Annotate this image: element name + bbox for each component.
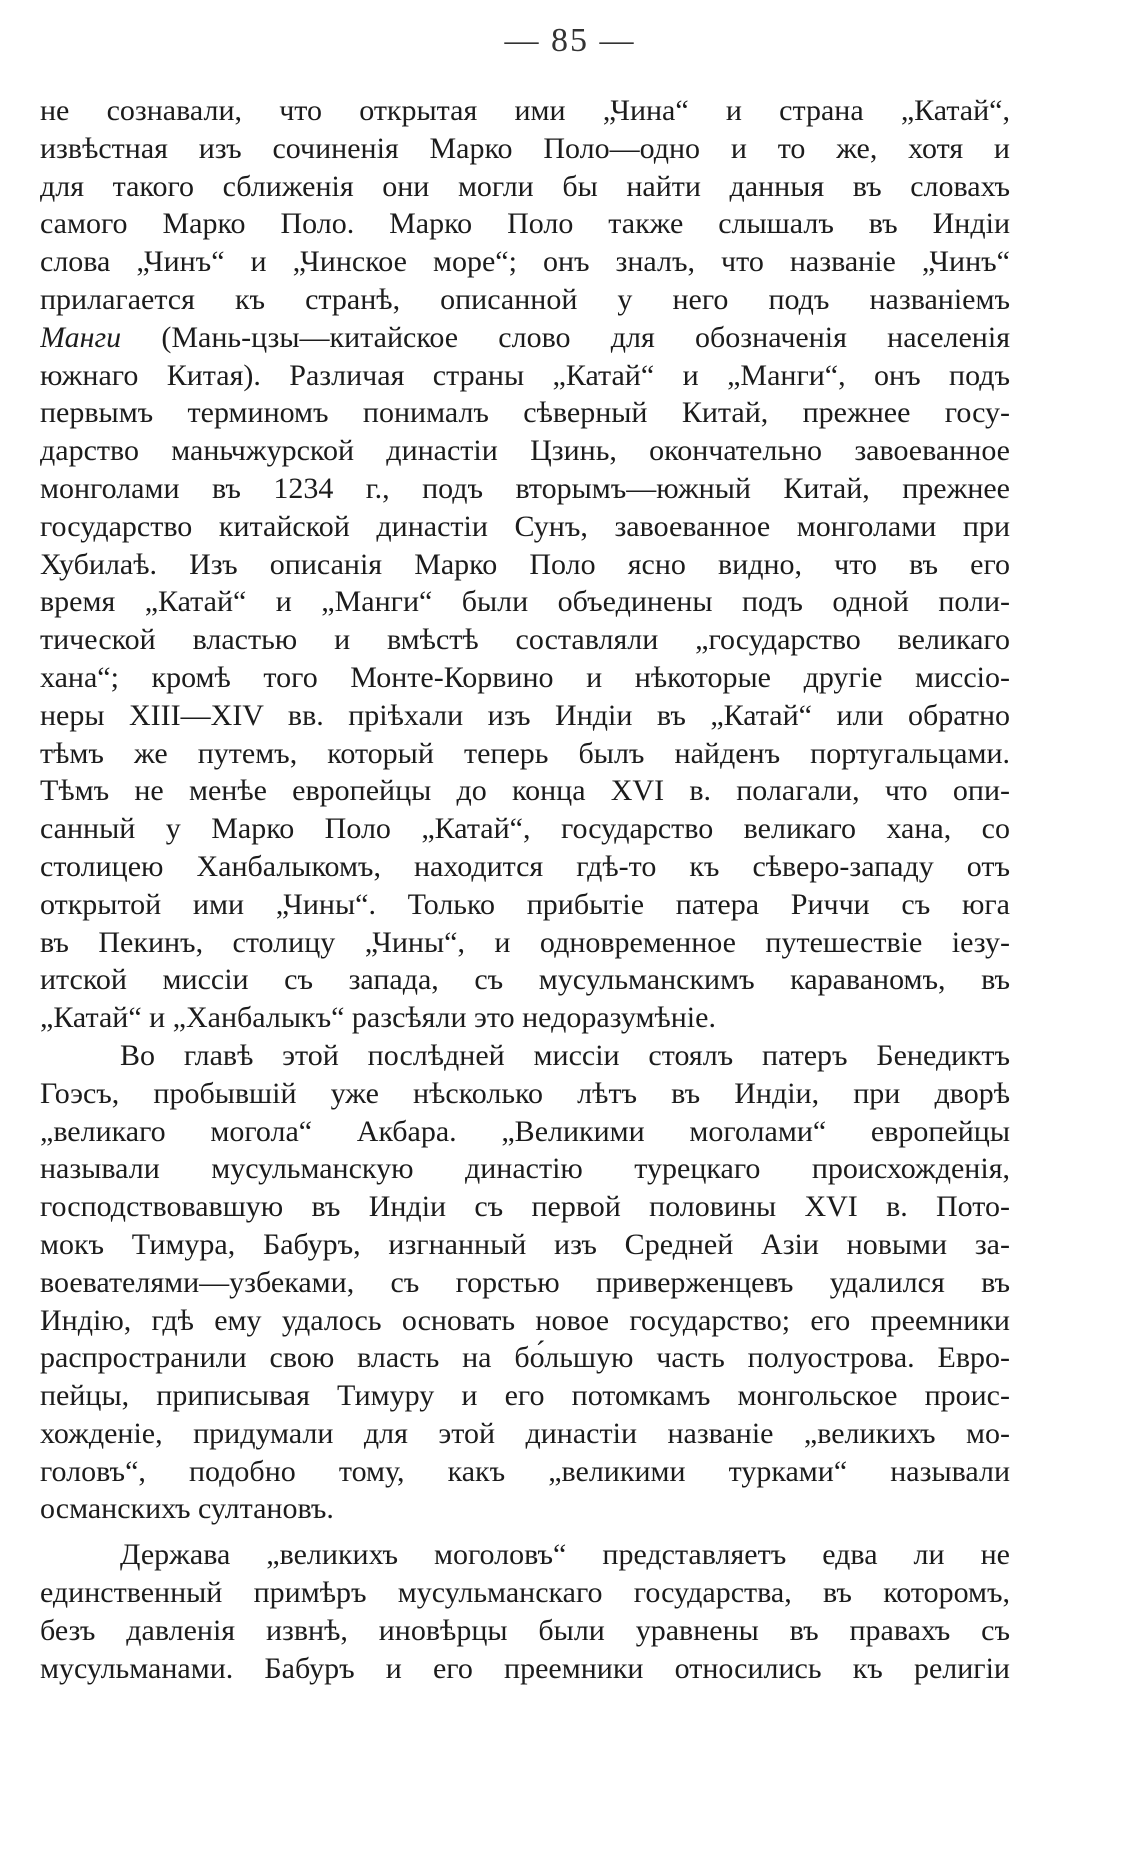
text-line: мусульманами. Бабуръ и его преемники относились къ религіи bbox=[40, 1651, 1010, 1685]
text-line: Хубилаѣ. Изъ описанія Марко Поло ясно видно, что въ его bbox=[40, 547, 1010, 581]
text-line: тѣмъ же путемъ, который теперь былъ найденъ португальцами. bbox=[40, 736, 1010, 770]
text-line: дарство маньчжурской династіи Цзинь, окончательно завоеванное bbox=[40, 434, 1010, 468]
text-line: для такого сближенія они могли бы найти данныя въ словахъ bbox=[40, 169, 1010, 203]
text-line: тической властью и вмѣстѣ составляли „государство великаго bbox=[40, 623, 1010, 657]
text-line: „Катай“ и „Ханбалыкъ“ разсѣяли это недоразумѣніе. bbox=[40, 1001, 716, 1035]
text-line: господствовавшую въ Индіи съ первой половины XVI в. Пото- bbox=[40, 1190, 1010, 1224]
text-line: самого Марко Поло. Марко Поло также слышалъ въ Индіи bbox=[40, 207, 1010, 241]
text-line: „великаго могола“ Акбара. „Великими моголами“ европейцы bbox=[40, 1114, 1010, 1148]
text-line: Во главѣ этой послѣдней миссіи стоялъ патеръ Бенедиктъ bbox=[120, 1038, 1010, 1072]
text-line: Держава „великихъ моголовъ“ представляетъ едва ли не bbox=[120, 1538, 1010, 1572]
text-line: государство китайской династіи Сунъ, завоеванное монголами при bbox=[40, 509, 1010, 543]
text-line: извѣстная изъ сочиненія Марко Поло—одно и то же, хотя и bbox=[40, 131, 1010, 165]
text-line: итской миссіи съ запада, съ мусульманскимъ караваномъ, въ bbox=[40, 963, 1010, 997]
text-line: пейцы, приписывая Тимуру и его потомкамъ монгольское проис- bbox=[40, 1379, 1010, 1413]
text-line: безъ давленія извнѣ, иновѣрцы были уравнены въ правахъ съ bbox=[40, 1613, 1010, 1647]
text-line: воевателями—узбеками, съ горстью приверженцевъ удалился въ bbox=[40, 1265, 1010, 1299]
text-line: хожденіе, придумали для этой династіи названіе „великихъ мо- bbox=[40, 1416, 1010, 1450]
text-line: прилагается къ странѣ, описанной у него подъ названіемъ bbox=[40, 282, 1010, 316]
text-line: османскихъ султановъ. bbox=[40, 1492, 334, 1526]
text-line: столицею Ханбалыкомъ, находится гдѣ-то къ сѣверо-западу отъ bbox=[40, 849, 1010, 883]
text-line: Индію, гдѣ ему удалось основать новое государство; его преемники bbox=[40, 1303, 1010, 1337]
text-line: въ Пекинъ, столицу „Чины“, и одновременное путешествіе іезу- bbox=[40, 925, 1010, 959]
italic-term: Манги bbox=[40, 320, 122, 354]
text-line: южнаго Китая). Различая страны „Катай“ и „Манги“, онъ подъ bbox=[40, 358, 1010, 392]
text-line: распространили свою власть на бо́льшую часть полуострова. Евро- bbox=[40, 1341, 1010, 1375]
body-text bbox=[40, 92, 1010, 1687]
page-number: — 85 — bbox=[504, 22, 636, 59]
text-line: монголами въ 1234 г., подъ вторымъ—южный Китай, прежнее bbox=[40, 471, 1010, 505]
text-line: первымъ терминомъ понималъ сѣверный Китай, прежнее госу- bbox=[40, 396, 1010, 430]
text-line: головъ“, подобно тому, какъ „великими турками“ называли bbox=[40, 1454, 1010, 1488]
text-line: называли мусульманскую династію турецкаго происхожденія, bbox=[40, 1152, 1010, 1186]
text-line: Тѣмъ не менѣе европейцы до конца XVI в. полагали, что опи- bbox=[40, 774, 1010, 808]
text-line: слова „Чинъ“ и „Чинское море“; онъ зналъ, что названіе „Чинъ“ bbox=[40, 245, 1010, 279]
text-line: время „Катай“ и „Манги“ были объединены подъ одной поли- bbox=[40, 585, 1010, 619]
text-line: открытой ими „Чины“. Только прибытіе патера Риччи съ юга bbox=[40, 887, 1010, 921]
text-line: единственный примѣръ мусульманскаго государства, въ которомъ, bbox=[40, 1576, 1010, 1610]
text-line: хана“; кромѣ того Монте-Корвино и нѣкоторые другіе миссіо- bbox=[40, 660, 1010, 694]
text-line: санный у Марко Поло „Катай“, государство великаго хана, со bbox=[40, 812, 1010, 846]
text-line: не сознавали, что открытая ими „Чина“ и страна „Катай“, bbox=[40, 94, 1010, 127]
text-line: Гоэсъ, пробывшій уже нѣсколько лѣтъ въ Индіи, при дворѣ bbox=[40, 1076, 1010, 1110]
text-line: неры XIII—XIV вв. пріѣхали изъ Индіи въ „Катай“ или обратно bbox=[40, 698, 1010, 732]
text-line: мокъ Тимура, Бабуръ, изгнанный изъ Средней Азіи новыми за- bbox=[40, 1227, 1010, 1261]
text-line: Манги (Мань-цзы—китайское слово для обозначенія населенія bbox=[40, 320, 1010, 354]
